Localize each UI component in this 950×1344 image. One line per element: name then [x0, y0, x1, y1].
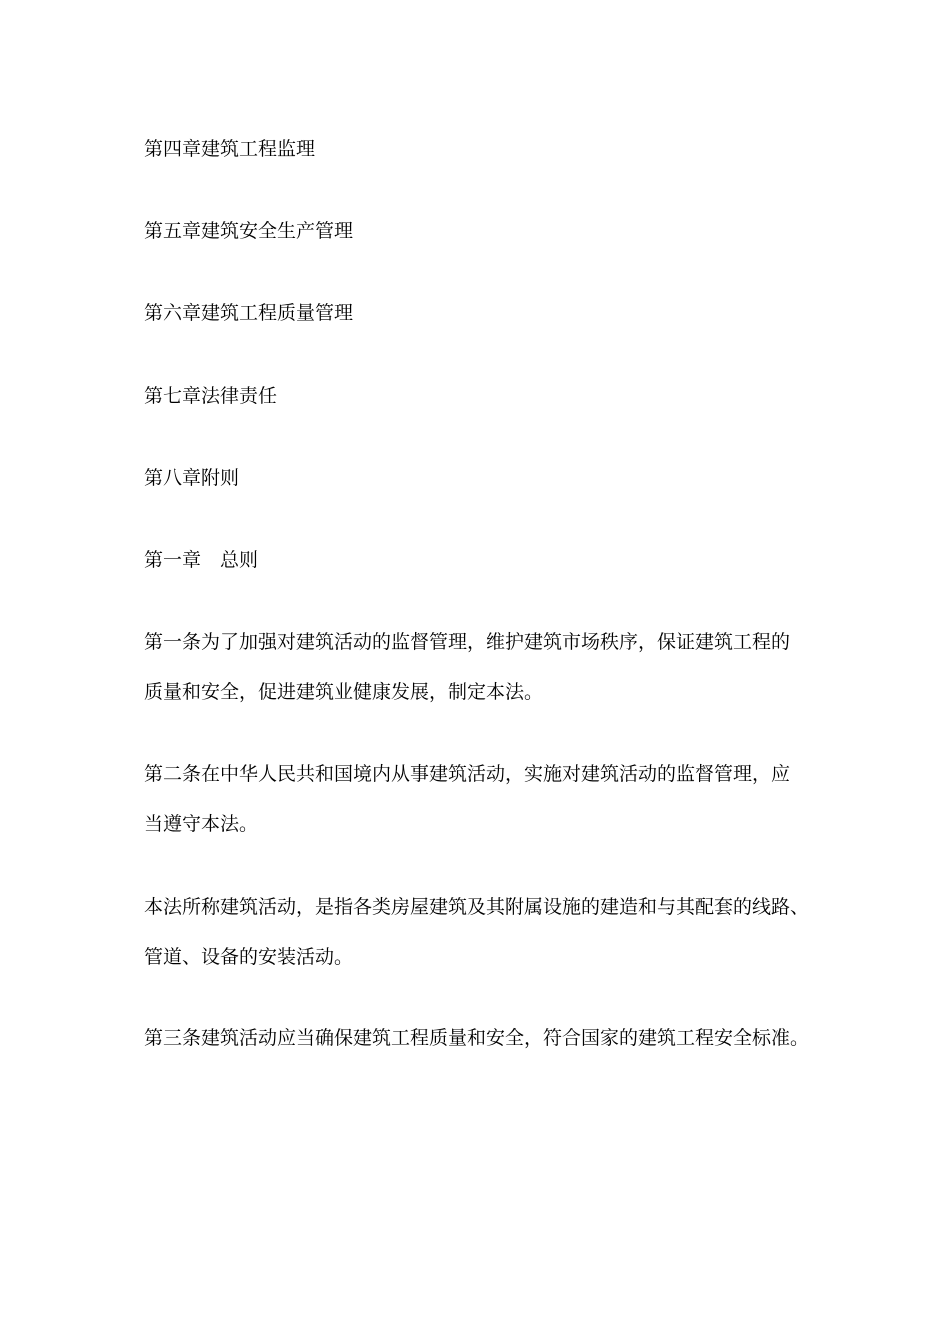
toc-item-chapter-7: 第七章法律责任	[144, 385, 278, 407]
article-3-line-1: 第三条建筑活动应当确保建筑工程质量和安全，符合国家的建筑工程安全标准。	[144, 1027, 810, 1049]
article-2-line-1: 第二条在中华人民共和国境内从事建筑活动，实施对建筑活动的监督管理，应	[144, 763, 791, 785]
chapter-heading: 第一章 总则	[144, 549, 259, 571]
toc-item-chapter-4: 第四章建筑工程监理	[144, 138, 316, 160]
article-1-line-2: 质量和安全，促进建筑业健康发展，制定本法。	[144, 681, 544, 703]
definition-paragraph-line-1: 本法所称建筑活动，是指各类房屋建筑及其附属设施的建造和与其配套的线路、	[144, 896, 810, 918]
article-2-line-2: 当遵守本法。	[144, 813, 259, 835]
toc-item-chapter-5: 第五章建筑安全生产管理	[144, 220, 354, 242]
toc-item-chapter-8: 第八章附则	[144, 467, 240, 489]
definition-paragraph-line-2: 管道、设备的安装活动。	[144, 946, 354, 968]
article-1-line-1: 第一条为了加强对建筑活动的监督管理，维护建筑市场秩序，保证建筑工程的	[144, 631, 791, 653]
toc-item-chapter-6: 第六章建筑工程质量管理	[144, 302, 354, 324]
